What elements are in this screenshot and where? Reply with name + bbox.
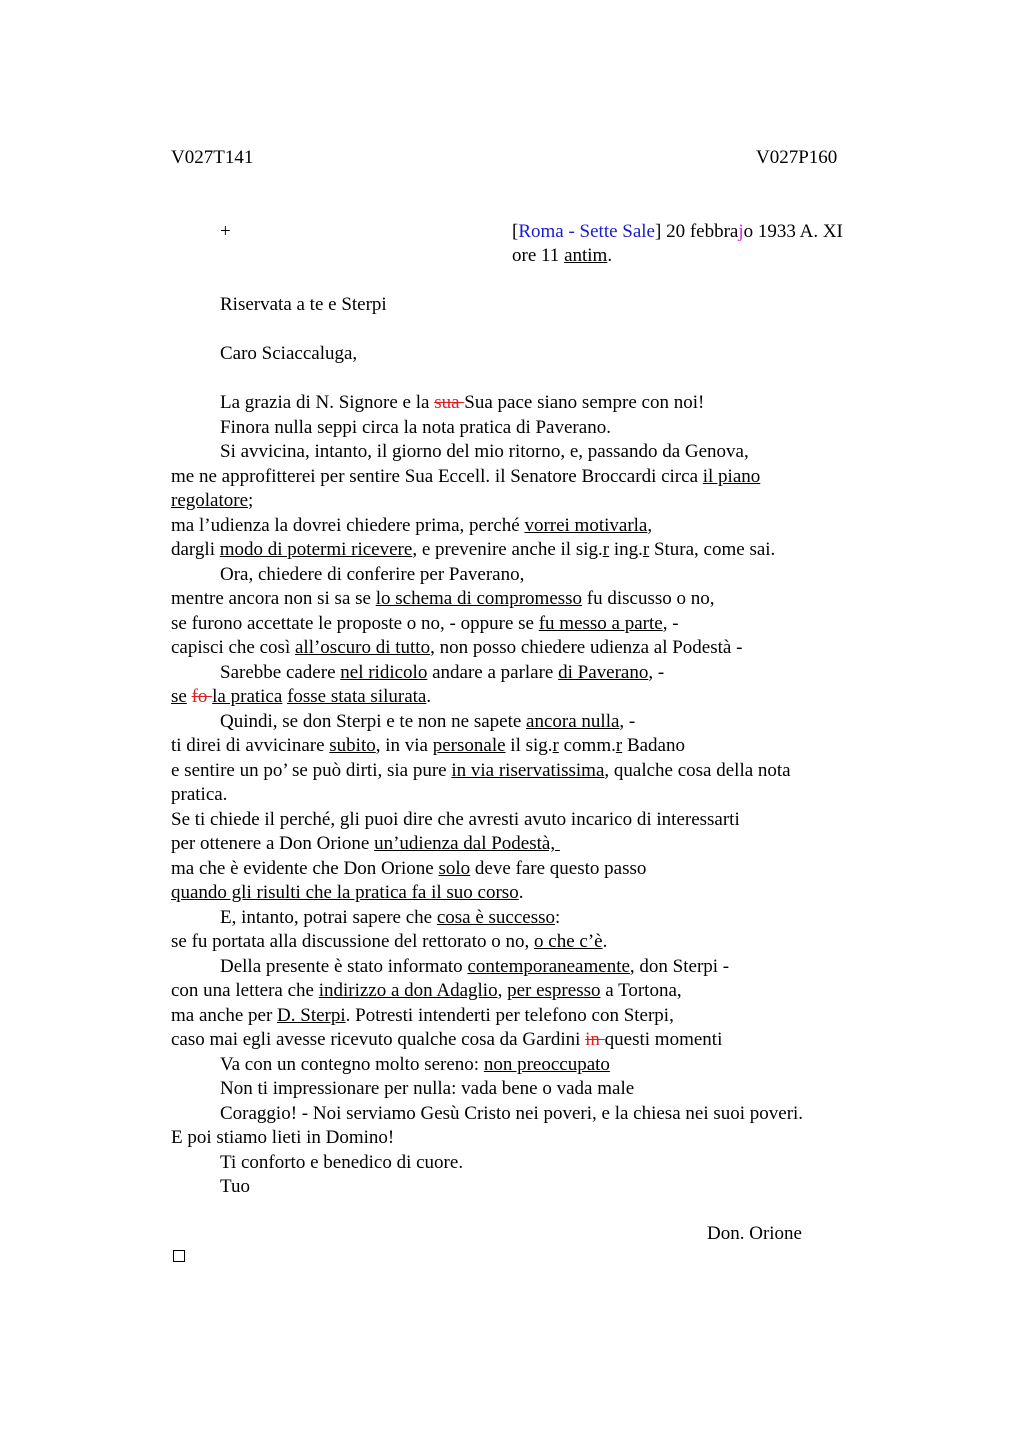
- underlined-text: regolatore: [171, 490, 249, 511]
- text-line: [171, 857, 891, 882]
- deleted-text: fo: [191, 686, 213, 707]
- date-correction: j: [738, 221, 744, 242]
- text: ,: [497, 980, 508, 1001]
- text: , non posso chiedere udienza al Podestà -: [430, 637, 743, 658]
- deleted-text: sua: [434, 392, 465, 413]
- text: Coraggio! - Noi serviamo Gesù Cristo nei poveri, e la chiesa nei suoi poveri.: [220, 1102, 804, 1124]
- text: Badano: [622, 735, 685, 756]
- text-line: [171, 514, 891, 539]
- underlined-text: se: [171, 686, 187, 707]
- text-line: [171, 1053, 891, 1078]
- text: ,: [647, 514, 653, 536]
- text: per ottenere a Don Orione: [171, 833, 375, 854]
- text: Stura, come sai.: [649, 539, 776, 560]
- underlined-text: contemporaneamente: [467, 955, 630, 977]
- text: Quindi, se don Sterpi e te non ne sapete: [220, 710, 527, 732]
- text-line: [171, 1151, 891, 1176]
- underlined-text: un’udienza dal Podestà,: [374, 833, 560, 854]
- text: Se ti chiede il perché, gli puoi dire che avresti avuto incarico di interessarti: [171, 808, 740, 830]
- end-box-icon: [173, 1250, 185, 1262]
- text: se furono accettate le proposte o no, - oppure se: [171, 612, 539, 634]
- text-line: [171, 661, 891, 686]
- underlined-text: subito: [329, 735, 376, 756]
- text: :: [555, 906, 561, 928]
- text: pratica.: [171, 784, 228, 805]
- date-text: 20 febbra: [661, 221, 739, 242]
- text: capisci che così: [171, 637, 295, 658]
- underlined-text: ancora nulla: [526, 710, 620, 732]
- text-line: [171, 465, 891, 490]
- text: , -: [662, 612, 679, 634]
- time-text: ore 11: [512, 245, 565, 266]
- text: E, intanto, potrai sapere che: [220, 906, 437, 928]
- underlined-text: indirizzo a don Adaglio: [318, 980, 498, 1001]
- text: . Potresti intenderti per telefono con Sterpi,: [345, 1004, 674, 1026]
- underlined-text: nel ridicolo: [340, 661, 428, 683]
- text: Si avvicina, intanto, il giorno del mio ritorno, e, passando da Genova,: [220, 441, 749, 462]
- text: Non ti impressionare per nulla: vada bene o vada male: [220, 1078, 635, 1099]
- text: Tuo: [220, 1176, 250, 1197]
- place-name: Roma - Sette Sale: [518, 221, 655, 242]
- text: ;: [248, 490, 254, 511]
- underlined-text: non preoccupato: [483, 1053, 610, 1075]
- underlined-text: quando gli risulti che la pratica fa il suo corso: [171, 882, 519, 903]
- text-line: [171, 783, 891, 808]
- text: caso mai egli avesse ricevuto qualche cosa da Gardini: [171, 1029, 586, 1050]
- text: il sig.: [505, 735, 553, 756]
- text-line: [171, 416, 891, 441]
- text-line: [171, 489, 891, 514]
- underlined-text: la pratica: [212, 686, 283, 707]
- text-line: [171, 955, 891, 980]
- underlined-text: il piano: [702, 465, 761, 487]
- time-line: [512, 244, 612, 269]
- underlined-text: D. Sterpi: [277, 1004, 346, 1026]
- cross-mark: +: [220, 221, 231, 242]
- underlined-text: r: [615, 735, 623, 756]
- text: ma l’udienza la dovrei chiedere prima, perché: [171, 514, 525, 536]
- document-code-left: V027T141: [171, 147, 254, 168]
- text: dargli: [171, 539, 220, 560]
- bracket-open: [: [512, 221, 519, 242]
- text-line: [171, 1004, 891, 1029]
- text: ma che è evidente che Don Orione: [171, 857, 439, 879]
- text: questi momenti: [604, 1029, 723, 1050]
- text: andare a parlare: [427, 661, 559, 683]
- text: , in via: [375, 735, 433, 756]
- text: ing.: [609, 539, 643, 560]
- text-line: [171, 1077, 891, 1102]
- text: Sarebbe cadere: [220, 661, 341, 683]
- underlined-text: personale: [432, 735, 506, 756]
- text: con una lettera che: [171, 980, 319, 1001]
- text-line: [171, 685, 891, 710]
- document-code-right: V027P160: [756, 147, 838, 168]
- date-text-end: o 1933 A. XI: [743, 221, 843, 242]
- underlined-text: in via riservatissima: [451, 759, 605, 781]
- text-line: [171, 440, 891, 465]
- text: , don Sterpi -: [629, 955, 730, 977]
- text-line: [171, 930, 891, 955]
- text-line: [171, 881, 891, 906]
- text-line: [171, 587, 891, 612]
- text-line: [171, 612, 891, 637]
- text: comm.: [558, 735, 616, 756]
- text-line: [171, 906, 891, 931]
- underlined-text: modo di potermi ricevere: [219, 539, 413, 560]
- underlined-text: per espresso: [507, 980, 601, 1001]
- underlined-text: r: [642, 539, 650, 560]
- letter-body: [171, 391, 891, 1200]
- time-end: .: [607, 245, 613, 266]
- underlined-text: o che c’è: [534, 931, 603, 952]
- text-line: [171, 636, 891, 661]
- text: Finora nulla seppi circa la nota pratica di Paverano.: [220, 416, 611, 438]
- text-line: [171, 979, 891, 1004]
- underlined-text: r: [602, 539, 610, 560]
- text: , -: [619, 710, 636, 732]
- text-line: [171, 538, 891, 563]
- text: La grazia di N. Signore e la: [220, 392, 435, 413]
- text: Della presente è stato informato: [220, 955, 468, 977]
- text-line: [171, 808, 891, 833]
- salutation: Caro Sciaccaluga,: [220, 343, 358, 364]
- text: Ora, chiedere di conferire per Paverano,: [220, 563, 525, 585]
- underlined-text: di Paverano: [558, 661, 649, 683]
- underlined-text: cosa è successo: [436, 906, 556, 928]
- text: mentre ancora non si sa se: [171, 588, 376, 609]
- bracket-close: ]: [655, 221, 662, 242]
- text: a Tortona,: [600, 980, 682, 1001]
- reserved-note: Riservata a te e Sterpi: [220, 294, 387, 315]
- text-line: [171, 563, 891, 588]
- time-underlined: antim: [564, 245, 608, 266]
- text-line: [171, 1102, 891, 1127]
- text: .: [602, 931, 608, 952]
- text: ti direi di avvicinare: [171, 735, 330, 756]
- text: , qualche cosa della nota: [604, 759, 791, 781]
- text: Va con un contegno molto sereno:: [220, 1053, 484, 1075]
- underlined-text: fu messo a parte: [538, 612, 663, 634]
- text: deve fare questo passo: [470, 857, 647, 879]
- dateline: [512, 220, 843, 245]
- underlined-text: fosse stata silurata: [287, 686, 427, 707]
- deleted-text: in: [585, 1029, 605, 1050]
- text-line: [171, 1028, 891, 1053]
- underlined-text: lo schema di compromesso: [375, 588, 583, 609]
- text: e sentire un po’ se può dirti, sia pure: [171, 759, 452, 781]
- underlined-text: vorrei motivarla: [524, 514, 648, 536]
- signature: Don. Orione: [707, 1223, 802, 1244]
- text-line: [171, 391, 891, 416]
- text-line: [171, 710, 891, 735]
- text-line: [171, 832, 891, 857]
- text-line: [171, 734, 891, 759]
- underlined-text: all’oscuro di tutto: [294, 637, 431, 658]
- underlined-text: r: [552, 735, 559, 756]
- text-line: [171, 1175, 891, 1200]
- text: E poi stiamo lieti in Domino!: [171, 1127, 395, 1148]
- text: me ne approfitterei per sentire Sua Eccell. il Senatore Broccardi circa: [171, 465, 703, 487]
- text: se fu portata alla discussione del rettorato o no,: [171, 931, 535, 952]
- text: .: [518, 882, 524, 903]
- text: , e prevenire anche il sig.: [412, 539, 603, 560]
- text: fu discusso o no,: [582, 588, 715, 609]
- text: .: [426, 686, 432, 707]
- text: Ti conforto e benedico di cuore.: [220, 1151, 464, 1173]
- text-line: [171, 759, 891, 784]
- text-line: [171, 1126, 891, 1151]
- text: Sua pace siano sempre con noi!: [464, 392, 705, 413]
- underlined-text: solo: [438, 857, 471, 879]
- text: ma anche per: [171, 1004, 278, 1026]
- text: , -: [648, 661, 665, 683]
